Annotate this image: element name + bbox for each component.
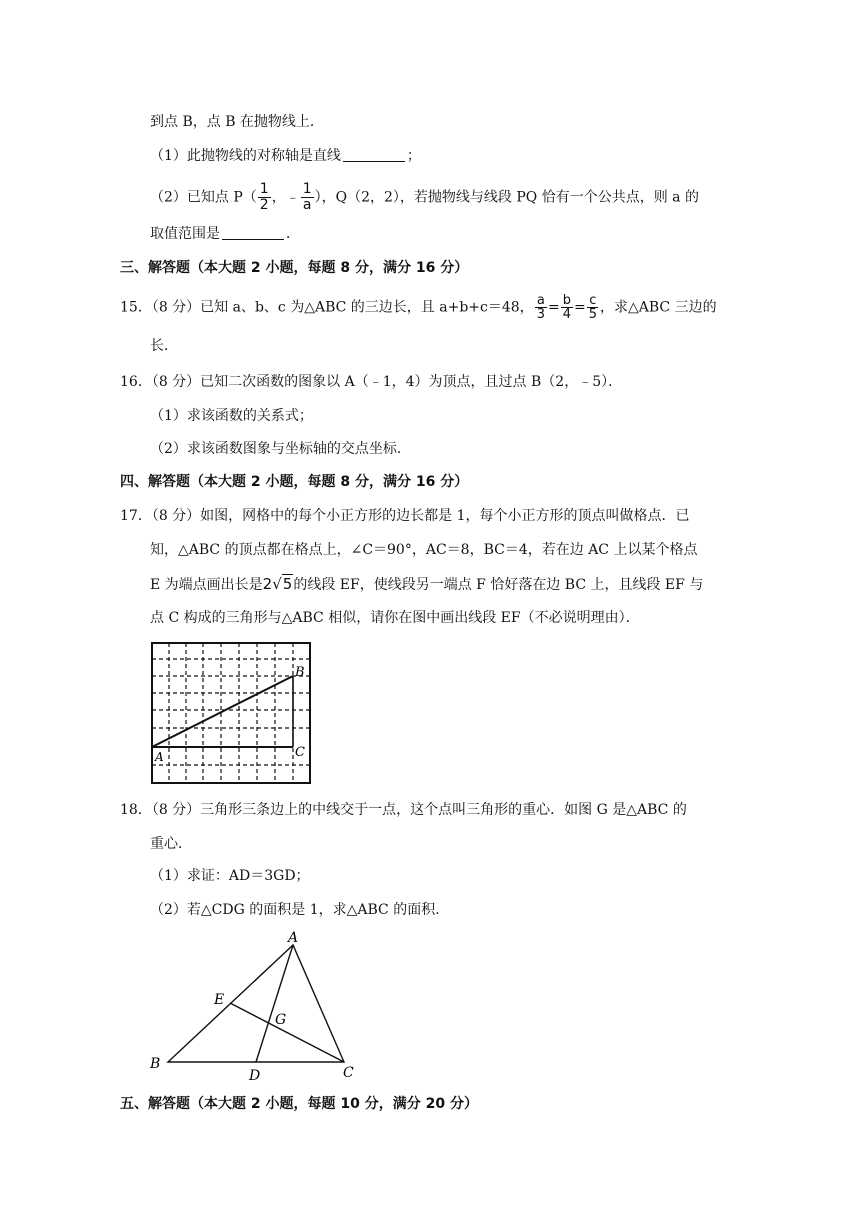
q17-line3 <box>150 574 703 595</box>
q17-line1: 17．（8 分）如图，网格中的每个小正方形的边长都是 1，每个小正方形的顶点叫做格点．已 <box>120 508 690 524</box>
label-b: B <box>295 665 305 680</box>
q14-range-text: 取值范围是 <box>150 226 220 242</box>
frac-den: 5 <box>588 307 597 322</box>
q14-part2-rest: ），Q（2，2），若抛物线与线段 PQ 恰有一个公共点，则 a 的 <box>314 189 699 206</box>
answer-blank <box>343 147 405 162</box>
q17-line3-rest: 的线段 EF，使线段另一端点 F 恰好落在边 BC 上，且线段 EF 与 <box>293 577 704 593</box>
q16: 16．（8 分）已知二次函数的图象以 A（﹣1，4）为顶点，且过点 B（2，﹣5）． <box>120 374 623 390</box>
q18-line1: 18．（8 分）三角形三条边上的中线交于一点，这个点叫三角形的重心．如图 G 是△ABC 的 <box>120 802 687 818</box>
equals: = <box>547 299 560 316</box>
q17-line2: 知，△ABC 的顶点都在格点上，∠C＝90°，AC＝8，BC＝4，若在边 AC 上以某个格点 <box>150 542 698 558</box>
triangle-abc <box>168 945 344 1062</box>
q14-part1 <box>150 146 421 166</box>
answer-blank <box>222 225 284 240</box>
fraction-a-3 <box>535 294 547 321</box>
q17-line4: 点 C 构成的三角形与△ABC 相似，请你在图中画出线段 EF（不必说明理由）． <box>150 610 640 626</box>
section-3-heading: 三、解答题（本大题 2 小题，每题 8 分，满分 16 分） <box>120 260 469 276</box>
fraction-half <box>258 182 271 213</box>
label-c: C <box>343 1065 354 1081</box>
label-c: C <box>295 745 305 760</box>
equals: = <box>573 299 586 316</box>
sqrt-expression: 2√5 <box>262 575 293 593</box>
line-1: 到点 B，点 B 在抛物线上． <box>150 114 324 130</box>
fraction-1-over-a <box>301 182 314 213</box>
q15-text: 15．（8 分）已知 a、b、c 为△ABC 的三边长，且 a+b+c＝48， <box>120 299 534 316</box>
q15-text-end: ，求△ABC 三边的 <box>600 299 717 316</box>
sqrt-coef: 2 <box>262 575 273 593</box>
frac-num: 1 <box>259 181 269 197</box>
q17-grid-figure <box>151 642 311 784</box>
q17-line3-text: E 为端点画出长是 <box>150 577 263 593</box>
q18-line2: 重心． <box>150 836 192 852</box>
label-e: E <box>214 992 225 1008</box>
q14-range-end: ． <box>286 226 300 242</box>
label-b: B <box>150 1056 161 1072</box>
label-g: G <box>275 1012 287 1028</box>
frac-num: 1 <box>302 181 312 197</box>
q14-part2 <box>150 182 699 213</box>
frac-den: 2 <box>259 197 269 213</box>
q14-part1-text: （1）此抛物线的对称轴是直线 <box>150 148 341 164</box>
grid-lines <box>152 643 310 783</box>
sqrt-radicand: 5 <box>282 575 293 593</box>
frac-num: c <box>589 293 597 308</box>
label-d: D <box>249 1068 261 1084</box>
q18-part1: （1）求证：AD＝3GD； <box>150 868 310 884</box>
frac-num: b <box>562 293 571 308</box>
q16-part1: （1）求该函数的关系式； <box>150 408 313 424</box>
frac-den: a <box>302 197 312 213</box>
q16-part2: （2）求该函数图象与坐标轴的交点坐标． <box>150 441 411 457</box>
q14-part1-end: ； <box>406 148 421 164</box>
median-ce <box>230 1003 344 1062</box>
fraction-b-4 <box>561 294 573 321</box>
frac-den: 4 <box>562 307 571 322</box>
label-a: A <box>288 930 299 946</box>
q15 <box>120 294 717 321</box>
q14-part2-cont <box>150 224 300 244</box>
frac-den: 3 <box>536 307 545 322</box>
side-ab <box>152 676 293 747</box>
q18-triangle-figure <box>140 926 370 1084</box>
label-a: A <box>155 750 164 764</box>
grid-border <box>152 643 310 783</box>
comma: ，﹣ <box>271 189 300 206</box>
q14-part2-text: （2）已知点 P（ <box>150 189 257 206</box>
section-4-heading: 四、解答题（本大题 2 小题，每题 8 分，满分 16 分） <box>120 474 469 490</box>
frac-num: a <box>536 293 545 308</box>
fraction-c-5 <box>587 294 599 321</box>
section-5-heading: 五、解答题（本大题 2 小题，每题 10 分，满分 20 分） <box>120 1096 478 1112</box>
q18-part2: （2）若△CDG 的面积是 1，求△ABC 的面积． <box>150 902 450 918</box>
q15-cont: 长． <box>150 338 178 354</box>
